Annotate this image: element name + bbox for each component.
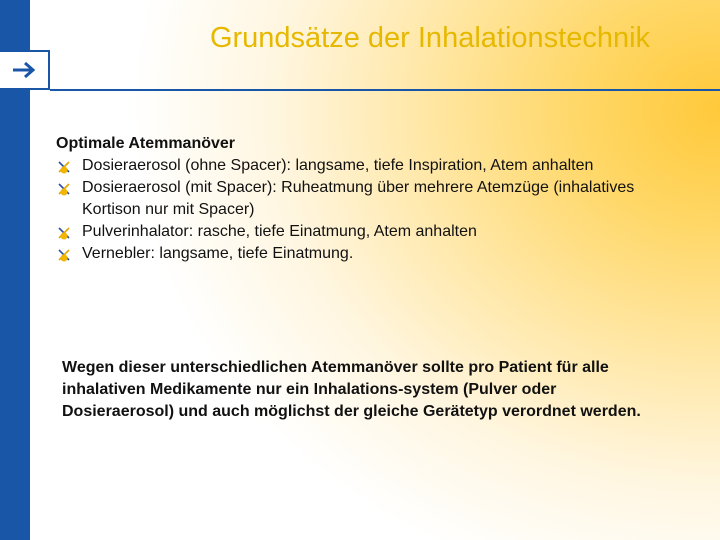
sparkle-bullet-icon: [56, 225, 72, 241]
content-area: [56, 133, 696, 265]
bullet-list: [56, 155, 696, 265]
arrow-right-icon: [10, 61, 38, 79]
bullet-text: Dosieraerosol (ohne Spacer): langsame, tiefe Inspiration, Atem anhalten: [82, 157, 594, 174]
bullet-item: [56, 177, 642, 221]
bullet-item: [56, 221, 642, 243]
sparkle-bullet-icon: [56, 247, 72, 263]
nav-arrow-button[interactable]: [0, 50, 50, 90]
section-heading: Optimale Atemmanöver: [56, 135, 236, 152]
sparkle-bullet-icon: [56, 181, 72, 197]
bullet-item: [56, 243, 642, 265]
slide-title: Grundsätze der Inhalationstechnik: [209, 22, 651, 54]
bullet-text: Dosieraerosol (mit Spacer): Ruheatmung über mehrere Atemzüge (inhalatives Kortison nur mit Spacer): [82, 179, 635, 218]
bullet-text: Vernebler: langsame, tiefe Einatmung.: [82, 245, 354, 262]
title-divider: [50, 89, 720, 91]
bullet-text: Pulverinhalator: rasche, tiefe Einatmung, Atem anhalten: [82, 223, 477, 240]
summary-paragraph: Wegen dieser unterschiedlichen Atemmanöver sollte pro Patient für alle inhalativen Medikamente nur ein Inhalations-system (Pulver oder Dosieraerosol) und auch möglichst der gleiche Gerätetyp verordnet werden.: [62, 359, 641, 420]
bullet-item: [56, 155, 642, 177]
sparkle-bullet-icon: [56, 159, 72, 175]
